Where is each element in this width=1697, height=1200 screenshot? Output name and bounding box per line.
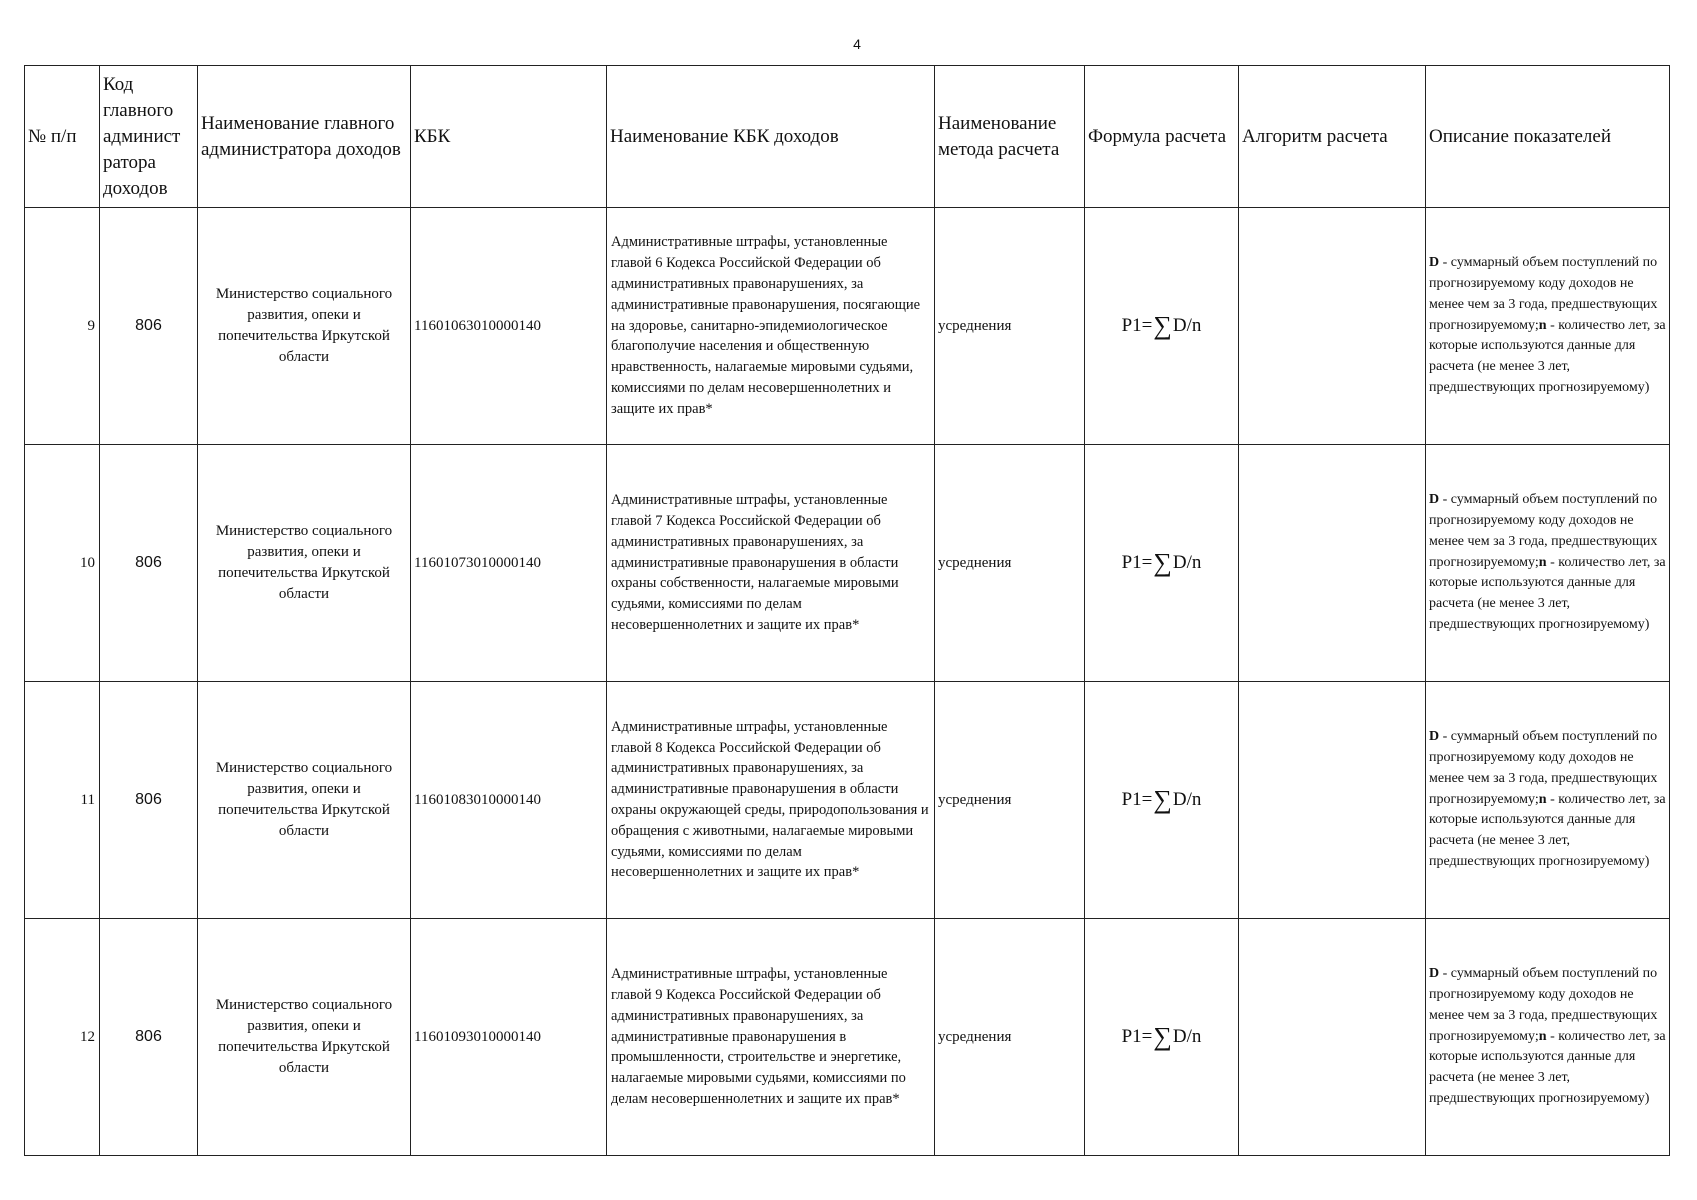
table-row <box>25 919 1670 1156</box>
kbk-code: 11601073010000140 <box>411 445 607 682</box>
kbk-name: Административные штрафы, установленные главой 6 Кодекса Российской Федерации об административных правонарушениях, за административные правонарушения, посягающие на здоровье, санитарно-эпидемиологическое благополучие населения и общественную нравственность, налагаемые мировыми судьями, комиссиями по делам несовершеннолетних и защите их прав* <box>607 208 935 445</box>
sigma-symbol: ∑ <box>1153 1022 1172 1051</box>
header-kbk: КБК <box>411 66 607 208</box>
formula-right: D/n <box>1172 1026 1202 1047</box>
formula-right: D/n <box>1172 789 1202 810</box>
desc-d-symbol: D <box>1429 729 1440 745</box>
desc-n-symbol: n <box>1538 554 1547 570</box>
calc-method: усреднения <box>935 919 1085 1156</box>
calc-algorithm <box>1239 919 1426 1156</box>
header-description: Описание показателей <box>1426 66 1670 208</box>
header-row <box>25 66 1670 208</box>
calc-formula <box>1085 682 1239 919</box>
calc-method: усреднения <box>935 445 1085 682</box>
kbk-name: Административные штрафы, установленные главой 7 Кодекса Российской Федерации об административных правонарушениях, за административные правонарушения в области охраны собственности, налагаемые мировыми судьями, комиссиями по делам несовершеннолетних и защите их прав* <box>607 445 935 682</box>
admin-name: Министерство социального развития, опеки и попечительства Иркутской области <box>198 919 411 1156</box>
admin-name: Министерство социального развития, опеки и попечительства Иркутской области <box>198 208 411 445</box>
indicator-description <box>1426 919 1670 1156</box>
row-number: 11 <box>25 682 100 919</box>
header-num: № п/п <box>25 66 100 208</box>
header-kbk-name: Наименование КБК доходов <box>607 66 935 208</box>
income-forecast-table <box>24 65 1670 1156</box>
desc-d-symbol: D <box>1429 966 1440 982</box>
header-admin-name: Наименование главного администратора доходов <box>198 66 411 208</box>
table-row <box>25 208 1670 445</box>
sigma-symbol: ∑ <box>1153 548 1172 577</box>
desc-n-text: - количество лет, за которые используются данные для расчета (не менее 3 лет, предшествующих прогнозируемому) <box>1429 791 1666 869</box>
desc-n-text: - количество лет, за которые используются данные для расчета (не менее 3 лет, предшествующих прогнозируемому) <box>1429 554 1666 632</box>
desc-d-text: - суммарный объем поступлений по прогнозируемому коду доходов не менее чем за 3 года, предшествующих прогнозируемому; <box>1429 966 1658 1044</box>
header-formula: Формула расчета <box>1085 66 1239 208</box>
indicator-description <box>1426 445 1670 682</box>
desc-n-symbol: n <box>1538 317 1547 333</box>
calc-formula <box>1085 208 1239 445</box>
desc-d-symbol: D <box>1429 255 1440 271</box>
indicator-description <box>1426 682 1670 919</box>
admin-code: 806 <box>100 919 198 1156</box>
calc-algorithm <box>1239 445 1426 682</box>
row-number: 9 <box>25 208 100 445</box>
header-algorithm: Алгоритм расчета <box>1239 66 1426 208</box>
indicator-description <box>1426 208 1670 445</box>
desc-d-text: - суммарный объем поступлений по прогнозируемому коду доходов не менее чем за 3 года, предшествующих прогнозируемому; <box>1429 255 1658 333</box>
desc-n-text: - количество лет, за которые используются данные для расчета (не менее 3 лет, предшествующих прогнозируемому) <box>1429 1028 1666 1106</box>
calc-method: усреднения <box>935 208 1085 445</box>
formula-left: Р1= <box>1121 1026 1153 1047</box>
calc-formula <box>1085 919 1239 1156</box>
page-number: 4 <box>853 36 861 52</box>
desc-n-symbol: n <box>1538 791 1547 807</box>
admin-code: 806 <box>100 445 198 682</box>
formula-left: Р1= <box>1121 315 1153 336</box>
calc-method: усреднения <box>935 682 1085 919</box>
table-row <box>25 445 1670 682</box>
desc-d-symbol: D <box>1429 492 1440 508</box>
kbk-code: 11601083010000140 <box>411 682 607 919</box>
table-row <box>25 682 1670 919</box>
kbk-name: Административные штрафы, установленные главой 8 Кодекса Российской Федерации об административных правонарушениях, за административные правонарушения в области охраны окружающей среды, природопользования и обращения с животными, налагаемые мировыми судьями, комиссиями по делам несовершеннолетних и защите их прав* <box>607 682 935 919</box>
formula-right: D/n <box>1172 315 1202 336</box>
kbk-name: Административные штрафы, установленные главой 9 Кодекса Российской Федерации об административных правонарушениях, за административные правонарушения в промышленности, строительстве и энергетике, налагаемые мировыми судьями, комиссиями по делам несовершеннолетних и защите их прав* <box>607 919 935 1156</box>
header-method: Наименование метода расчета <box>935 66 1085 208</box>
kbk-code: 11601063010000140 <box>411 208 607 445</box>
row-number: 10 <box>25 445 100 682</box>
formula-left: Р1= <box>1121 789 1153 810</box>
desc-d-text: - суммарный объем поступлений по прогнозируемому коду доходов не менее чем за 3 года, предшествующих прогнозируемому; <box>1429 492 1658 570</box>
calc-algorithm <box>1239 682 1426 919</box>
row-number: 12 <box>25 919 100 1156</box>
desc-n-text: - количество лет, за которые используются данные для расчета (не менее 3 лет, предшествующих прогнозируемому) <box>1429 317 1666 395</box>
admin-code: 806 <box>100 682 198 919</box>
formula-left: Р1= <box>1121 552 1153 573</box>
calc-algorithm <box>1239 208 1426 445</box>
admin-name: Министерство социального развития, опеки и попечительства Иркутской области <box>198 445 411 682</box>
desc-n-symbol: n <box>1538 1028 1547 1044</box>
desc-d-text: - суммарный объем поступлений по прогнозируемому коду доходов не менее чем за 3 года, предшествующих прогнозируемому; <box>1429 729 1658 807</box>
calc-formula <box>1085 445 1239 682</box>
kbk-code: 11601093010000140 <box>411 919 607 1156</box>
header-admin-code: Код главного админист ратора доходов <box>100 66 198 208</box>
sigma-symbol: ∑ <box>1153 785 1172 814</box>
admin-name: Министерство социального развития, опеки и попечительства Иркутской области <box>198 682 411 919</box>
sigma-symbol: ∑ <box>1153 311 1172 340</box>
formula-right: D/n <box>1172 552 1202 573</box>
admin-code: 806 <box>100 208 198 445</box>
